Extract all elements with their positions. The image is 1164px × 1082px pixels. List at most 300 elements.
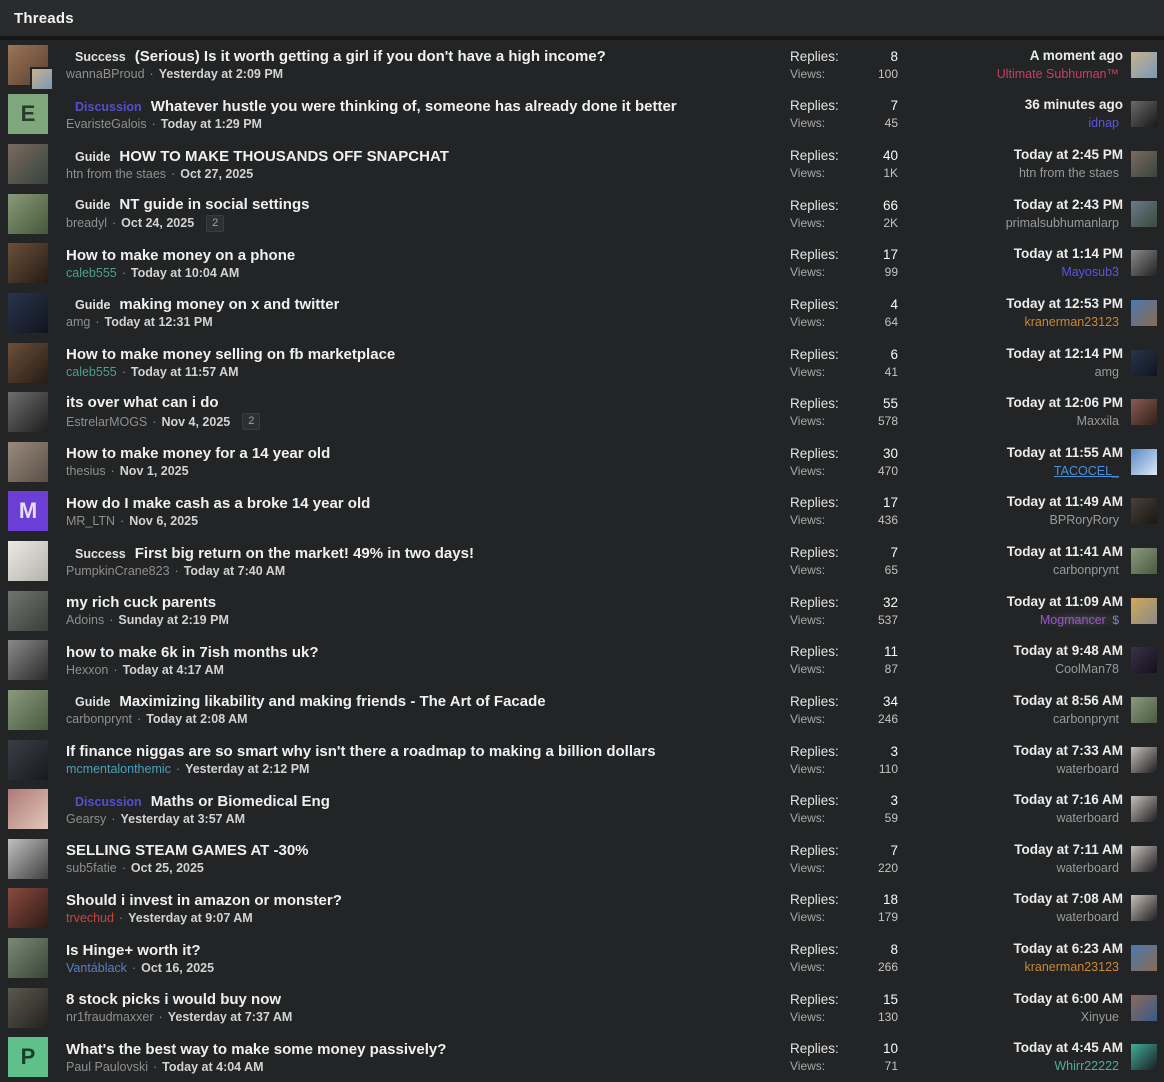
last-reply-time-link[interactable]: Today at 7:33 AM: [1013, 742, 1123, 758]
thread-author-link[interactable]: trvechud: [66, 910, 114, 925]
thread-title-link[interactable]: making money on x and twitter: [119, 296, 340, 314]
meta-separator-dot: ·: [112, 216, 117, 231]
last-reply-time-link[interactable]: Today at 2:43 PM: [1013, 196, 1123, 212]
meta-separator-dot: ·: [120, 513, 125, 528]
replies-stat: [790, 694, 898, 709]
thread-meta-line: [66, 365, 790, 379]
thread-title-line: [66, 98, 790, 115]
meta-separator-dot: ·: [174, 563, 179, 578]
thread-author-avatar[interactable]: [8, 938, 48, 978]
thread-row[interactable]: [0, 437, 1164, 487]
last-reply-avatar[interactable]: [1131, 548, 1157, 574]
thread-title-link[interactable]: how to make 6k in 7ish months uk?: [66, 643, 319, 661]
replies-value: 11: [883, 644, 898, 660]
last-reply-avatar[interactable]: [1131, 399, 1157, 425]
views-stat: [790, 1059, 898, 1073]
thread-author-avatar[interactable]: [8, 94, 48, 134]
thread-row[interactable]: [0, 90, 1164, 140]
thread-row[interactable]: [0, 338, 1164, 388]
thread-prefix-badge[interactable]: Guide: [75, 149, 111, 164]
thread-meta-line: [66, 117, 790, 131]
views-stat: [790, 67, 898, 81]
thread-row[interactable]: [0, 387, 1164, 437]
replies-stat: [790, 793, 898, 808]
last-reply-time-link[interactable]: A moment ago: [1029, 47, 1123, 63]
thread-prefix-badge[interactable]: Guide: [75, 695, 111, 710]
meta-separator-dot: ·: [131, 960, 137, 975]
views-value: 64: [884, 314, 898, 329]
last-reply-user-wrap: [1091, 364, 1123, 380]
thread-author-link[interactable]: htn from the staes: [66, 166, 167, 181]
last-reply-user-link[interactable]: Maxxila: [1076, 414, 1119, 429]
last-reply-time-link[interactable]: Today at 9:48 AM: [1013, 643, 1123, 659]
views-label: Views:: [790, 1059, 826, 1074]
views-stat: [790, 166, 898, 180]
thread-author-link[interactable]: Gearsy: [66, 811, 107, 826]
last-reply-user-wrap: [1077, 1009, 1123, 1025]
last-reply-user-link[interactable]: Mogmancer: [1039, 612, 1106, 627]
thread-author-link[interactable]: Adoins: [66, 613, 105, 628]
replies-stat: [790, 595, 898, 610]
thread-author-link[interactable]: sub5fatie: [66, 861, 117, 876]
last-reply-avatar[interactable]: [1131, 101, 1157, 127]
thread-author-link[interactable]: wannaBProud: [66, 67, 145, 82]
views-label: Views:: [790, 513, 826, 528]
last-reply-user-wrap: [1050, 1058, 1123, 1074]
last-reply-time-link[interactable]: 36 minutes ago: [1024, 97, 1123, 113]
thread-author-avatar[interactable]: [8, 343, 48, 383]
thread-title-link[interactable]: If finance niggas are so smart why isn't there a roadmap to making a billion dollars: [66, 743, 656, 761]
thread-author-avatar[interactable]: [8, 293, 48, 333]
thread-title-link[interactable]: SELLING STEAM GAMES AT -30%: [66, 842, 309, 860]
last-reply-time-link[interactable]: Today at 12:53 PM: [1006, 295, 1123, 311]
last-reply-time-link[interactable]: Today at 11:09 AM: [1006, 593, 1123, 609]
thread-prefix-badge[interactable]: Discussion: [75, 99, 142, 114]
thread-title-link[interactable]: Maths or Biomedical Eng: [150, 792, 330, 810]
last-reply-time-link[interactable]: Today at 8:56 AM: [1013, 692, 1123, 708]
views-label: Views:: [790, 811, 826, 826]
views-value: 537: [877, 612, 898, 627]
latest-activity: [898, 48, 1123, 82]
thread-main: [66, 495, 790, 528]
last-reply-user-link[interactable]: carbonprynt: [1052, 711, 1119, 726]
thread-date-link[interactable]: Today at 4:04 AM: [162, 1059, 264, 1074]
thread-stats: [790, 495, 898, 527]
meta-separator-dot: ·: [121, 861, 126, 876]
meta-separator-dot: ·: [152, 414, 157, 429]
thread-author-link[interactable]: PumpkinCrane823: [66, 563, 170, 578]
views-stat: [790, 315, 898, 329]
thread-title-line: [66, 842, 790, 859]
thread-stats: [790, 148, 898, 180]
thread-prefix-badge[interactable]: Guide: [75, 197, 111, 212]
thread-meta-line: [66, 413, 790, 430]
last-reply-avatar[interactable]: [1131, 201, 1157, 227]
meta-separator-dot: ·: [113, 662, 118, 677]
thread-title-link[interactable]: 8 stock picks i would buy now: [66, 991, 282, 1009]
thread-meta-line: [66, 514, 790, 528]
last-reply-time-link[interactable]: Today at 12:06 PM: [1006, 395, 1123, 411]
last-reply-user-wrap: [1015, 165, 1123, 181]
thread-author-avatar[interactable]: [8, 690, 48, 730]
thread-author-link[interactable]: Vantáblack: [66, 960, 127, 975]
thread-author-avatar[interactable]: [8, 541, 48, 581]
thread-row[interactable]: [0, 536, 1164, 586]
thread-row[interactable]: [0, 1033, 1164, 1082]
thread-list: [0, 40, 1164, 1082]
thread-title-link[interactable]: HOW TO MAKE THOUSANDS OFF SNAPCHAT: [119, 147, 449, 165]
last-reply-user-link[interactable]: carbonprynt: [1052, 563, 1119, 578]
thread-author-link[interactable]: mcmentalonthemic: [66, 762, 171, 777]
thread-date-link[interactable]: Yesterday at 3:57 AM: [120, 811, 246, 826]
thread-meta-line: [66, 911, 790, 925]
views-value: 220: [877, 860, 898, 875]
replies-label: Replies:: [790, 197, 839, 213]
meta-separator-dot: ·: [153, 1059, 158, 1074]
replies-value: 18: [882, 892, 898, 908]
last-reply-time-link[interactable]: Today at 7:11 AM: [1014, 841, 1123, 857]
thread-date-link[interactable]: Oct 16, 2025: [141, 960, 215, 975]
thread-main: [66, 296, 790, 329]
thread-stats: [790, 942, 898, 974]
replies-stat: [790, 1041, 898, 1056]
thread-row[interactable]: [0, 834, 1164, 884]
thread-date-link[interactable]: Nov 6, 2025: [129, 513, 199, 528]
last-reply-time-link[interactable]: Today at 12:14 PM: [1006, 345, 1123, 361]
meta-separator-dot: ·: [95, 315, 100, 330]
thread-date-link[interactable]: Today at 2:08 AM: [146, 712, 248, 727]
replies-value: 10: [882, 1041, 898, 1057]
views-stat: [790, 116, 898, 130]
thread-date-link[interactable]: Oct 24, 2025: [121, 216, 195, 231]
thread-author-link[interactable]: MR_LTN: [66, 513, 116, 528]
thread-title-line: [66, 1041, 790, 1058]
replies-label: Replies:: [790, 396, 839, 412]
replies-stat: [790, 98, 898, 113]
thread-row[interactable]: [0, 685, 1164, 735]
thread-date-link[interactable]: Today at 7:40 AM: [183, 563, 286, 578]
thread-author-avatar[interactable]: [8, 1037, 48, 1077]
thread-main: [66, 98, 790, 131]
thread-main: [66, 346, 790, 379]
views-label: Views:: [790, 761, 826, 776]
views-stat: [790, 1010, 898, 1024]
last-reply-avatar[interactable]: [1131, 498, 1157, 524]
thread-title-line: [66, 991, 790, 1008]
thread-author-avatar[interactable]: [8, 243, 48, 283]
latest-activity: [898, 197, 1123, 231]
views-stat: [790, 613, 898, 627]
last-reply-avatar[interactable]: [1131, 1044, 1157, 1070]
thread-author-avatar[interactable]: [8, 392, 48, 432]
views-value: 110: [878, 761, 898, 776]
thread-title-link[interactable]: Should i invest in amazon or monster?: [66, 891, 342, 909]
views-value: 59: [884, 811, 898, 826]
thread-date-link[interactable]: Nov 4, 2025: [161, 414, 231, 429]
views-stat: [790, 414, 898, 428]
views-value: 100: [877, 66, 898, 81]
thread-title-link[interactable]: How to make money on a phone: [66, 246, 296, 264]
thread-stats: [790, 793, 898, 825]
last-reply-user-link[interactable]: htn from the staes: [1018, 166, 1119, 181]
last-reply-avatar[interactable]: [1131, 350, 1157, 376]
thread-date-link[interactable]: Yesterday at 2:12 PM: [185, 762, 310, 777]
last-reply-time-link[interactable]: Today at 7:08 AM: [1013, 891, 1123, 907]
last-reply-time-link[interactable]: Today at 7:16 AM: [1013, 792, 1123, 808]
replies-value: 7: [890, 842, 898, 858]
thread-row[interactable]: [0, 288, 1164, 338]
last-reply-user-wrap: [1052, 761, 1123, 777]
replies-label: Replies:: [790, 495, 839, 511]
replies-label: Replies:: [790, 98, 839, 114]
replies-stat: [790, 495, 898, 510]
thread-title-link[interactable]: First big return on the market! 49% in two days!: [134, 544, 474, 562]
views-label: Views:: [790, 314, 826, 329]
thread-date-link[interactable]: Oct 27, 2025: [180, 166, 254, 181]
last-reply-time-link[interactable]: Today at 11:49 AM: [1006, 494, 1123, 510]
views-label: Views:: [790, 612, 826, 627]
last-reply-avatar[interactable]: [1131, 647, 1157, 673]
meta-separator-dot: ·: [110, 464, 115, 479]
thread-row[interactable]: [0, 933, 1164, 983]
thread-date-link[interactable]: Today at 4:17 AM: [122, 662, 224, 677]
replies-label: Replies:: [790, 445, 839, 461]
last-reply-time-link[interactable]: Today at 6:00 AM: [1013, 990, 1123, 1006]
last-reply-user-link[interactable]: TACOCEL_: [1053, 463, 1119, 478]
last-reply-avatar[interactable]: [1131, 796, 1157, 822]
thread-author-link[interactable]: caleb555: [66, 365, 117, 380]
thread-stats: [790, 694, 898, 726]
replies-label: Replies:: [790, 793, 839, 809]
replies-label: Replies:: [790, 743, 839, 759]
thread-title-link[interactable]: my rich cuck parents: [66, 594, 217, 612]
thread-title-link[interactable]: its over what can i do: [66, 394, 219, 412]
thread-date-link[interactable]: Sunday at 2:19 PM: [118, 613, 229, 628]
latest-activity: [898, 395, 1123, 429]
thread-date-link[interactable]: Today at 1:29 PM: [160, 116, 262, 131]
thread-title-link[interactable]: How do I make cash as a broke 14 year old: [66, 494, 371, 512]
thread-title-link[interactable]: How to make money for a 14 year old: [66, 445, 331, 463]
thread-title-line: [66, 296, 790, 313]
replies-value: 30: [882, 445, 898, 461]
thread-stats: [790, 396, 898, 428]
last-reply-time-link[interactable]: Today at 11:55 AM: [1006, 444, 1123, 460]
last-reply-user-wrap: [1020, 314, 1123, 330]
thread-title-line: [66, 743, 790, 760]
last-reply-avatar[interactable]: [1131, 995, 1157, 1021]
thread-author-avatar[interactable]: [8, 591, 48, 631]
replies-value: 3: [890, 793, 898, 809]
thread-title-link[interactable]: Is Hinge+ worth it?: [66, 941, 201, 959]
thread-row[interactable]: [0, 139, 1164, 189]
last-reply-avatar[interactable]: [1131, 449, 1157, 475]
thread-row[interactable]: [0, 40, 1164, 90]
thread-row[interactable]: [0, 586, 1164, 636]
thread-prefix-badge[interactable]: Success: [75, 546, 126, 561]
thread-title-line: [66, 196, 790, 213]
views-stat: [790, 513, 898, 527]
thread-author-link[interactable]: EvaristeGalois: [66, 116, 147, 131]
thread-author-link[interactable]: caleb555: [66, 265, 117, 280]
views-value: 246: [877, 711, 898, 726]
replies-value: 8: [890, 942, 898, 958]
last-reply-user-wrap: [1052, 860, 1123, 876]
last-reply-time-link[interactable]: Today at 6:23 AM: [1013, 941, 1123, 957]
last-reply-user-link[interactable]: idnap: [1088, 116, 1119, 131]
last-reply-avatar[interactable]: [1131, 300, 1157, 326]
replies-value: 17: [882, 247, 898, 263]
thread-author-avatar[interactable]: [8, 839, 48, 879]
thread-row[interactable]: [0, 884, 1164, 934]
thread-title-link[interactable]: NT guide in social settings: [119, 195, 310, 213]
last-reply-user-wrap: [1020, 959, 1123, 975]
last-reply-time-link[interactable]: Today at 11:41 AM: [1006, 544, 1123, 560]
thread-author-link[interactable]: carbonprynt: [66, 712, 133, 727]
thread-author-link[interactable]: nr1fraudmaxxer: [66, 1010, 154, 1025]
last-reply-avatar[interactable]: [1131, 151, 1157, 177]
last-reply-user-link[interactable]: CoolMan78: [1055, 662, 1119, 677]
last-reply-time-link[interactable]: Today at 4:45 AM: [1013, 1040, 1123, 1056]
last-reply-user-link[interactable]: primalsubhumanlarp: [1005, 215, 1119, 230]
last-reply-user-wrap: [1073, 413, 1123, 429]
thread-meta-line: [66, 266, 790, 280]
thread-date-link[interactable]: Yesterday at 7:37 AM: [167, 1010, 293, 1025]
last-reply-user-link[interactable]: Whirr22222: [1054, 1059, 1119, 1074]
thread-author-avatar[interactable]: [8, 144, 48, 184]
thread-title-link[interactable]: What's the best way to make some money passively?: [66, 1040, 447, 1058]
thread-author-link[interactable]: EstrelarMOGS: [66, 414, 148, 429]
latest-activity: [898, 643, 1123, 677]
replies-value: 40: [882, 148, 898, 164]
views-stat: [790, 216, 898, 230]
thread-row[interactable]: [0, 983, 1164, 1033]
latest-activity: [898, 941, 1123, 975]
thread-date-link[interactable]: Yesterday at 9:07 AM: [128, 910, 253, 925]
views-value: 436: [877, 513, 898, 528]
thread-stats: [790, 297, 898, 329]
replies-label: Replies:: [790, 942, 839, 958]
views-label: Views:: [790, 414, 826, 429]
last-reply-avatar[interactable]: [1131, 895, 1157, 921]
thread-main: [66, 991, 790, 1024]
thread-meta-line: [66, 215, 790, 232]
last-reply-user-link[interactable]: Xinyue: [1080, 1009, 1119, 1024]
latest-activity: [898, 1040, 1123, 1074]
thread-meta-line: [66, 564, 790, 578]
replies-value: 8: [890, 48, 898, 64]
last-reply-user-link[interactable]: kranerman23123: [1024, 960, 1119, 975]
page-2-badge[interactable]: 2: [242, 413, 260, 430]
thread-date-link[interactable]: Today at 11:57 AM: [130, 365, 239, 380]
views-value: 71: [884, 1059, 898, 1074]
latest-activity: [898, 594, 1123, 628]
thread-author-link[interactable]: thesius: [66, 464, 106, 479]
thread-stats: [790, 992, 898, 1024]
thread-title-line: [66, 693, 790, 710]
views-value: 179: [877, 910, 898, 925]
last-reply-user-link[interactable]: amg: [1094, 364, 1119, 379]
replies-stat: [790, 148, 898, 163]
last-reply-avatar[interactable]: [1131, 697, 1157, 723]
last-reply-avatar[interactable]: [1131, 52, 1157, 78]
last-reply-user-link[interactable]: Mayosub3: [1061, 265, 1119, 280]
last-reply-user-link[interactable]: waterboard: [1056, 860, 1119, 875]
replies-label: Replies:: [790, 693, 839, 709]
thread-author-link[interactable]: Hexxon: [66, 662, 109, 677]
views-label: Views:: [790, 166, 826, 181]
thread-row[interactable]: [0, 189, 1164, 239]
thread-author-avatar[interactable]: [8, 988, 48, 1028]
views-stat: [790, 563, 898, 577]
last-reply-time-link[interactable]: Today at 2:45 PM: [1013, 147, 1123, 163]
thread-author-link[interactable]: breadyl: [66, 216, 107, 231]
thread-main: [66, 594, 790, 627]
thread-author-avatar[interactable]: [8, 194, 48, 234]
thread-prefix-badge[interactable]: Success: [75, 50, 126, 65]
thread-row[interactable]: [0, 784, 1164, 834]
last-reply-avatar[interactable]: [1131, 747, 1157, 773]
thread-main: [66, 394, 790, 430]
thread-date-link[interactable]: Oct 25, 2025: [130, 861, 204, 876]
replies-stat: [790, 347, 898, 362]
thread-prefix-badge[interactable]: Guide: [75, 298, 111, 313]
thread-author-avatar[interactable]: [8, 491, 48, 531]
thread-title-link[interactable]: Whatever hustle you were thinking of, someone has already done it better: [150, 97, 677, 115]
last-reply-user-link[interactable]: waterboard: [1056, 761, 1119, 776]
thread-author-avatar[interactable]: [8, 45, 48, 85]
thread-date-link[interactable]: Yesterday at 2:09 PM: [158, 67, 284, 82]
last-reply-avatar[interactable]: [1131, 250, 1157, 276]
thread-author-link[interactable]: amg: [66, 315, 91, 330]
thread-author-link[interactable]: Paul Paulovski: [66, 1059, 148, 1074]
thread-author-avatar[interactable]: [8, 740, 48, 780]
thread-row[interactable]: [0, 487, 1164, 537]
thread-title-link[interactable]: How to make money selling on fb marketplace: [66, 346, 396, 364]
views-stat: [790, 712, 898, 726]
thread-title-link[interactable]: (Serious) Is it worth getting a girl if you don't have a high income?: [134, 48, 606, 66]
thread-date-link[interactable]: Nov 1, 2025: [119, 464, 189, 479]
thread-date-link[interactable]: Today at 10:04 AM: [130, 265, 240, 280]
views-stat: [790, 365, 898, 379]
latest-activity: [898, 346, 1123, 380]
last-reply-user-link[interactable]: kranerman23123: [1024, 314, 1119, 329]
thread-author-avatar[interactable]: [8, 789, 48, 829]
last-reply-time-link[interactable]: Today at 1:14 PM: [1013, 246, 1123, 262]
last-reply-avatar[interactable]: [1131, 945, 1157, 971]
replies-stat: [790, 446, 898, 461]
thread-row[interactable]: [0, 239, 1164, 289]
replies-value: 4: [890, 296, 898, 312]
page-2-badge[interactable]: 2: [206, 215, 224, 232]
thread-row[interactable]: [0, 636, 1164, 686]
thread-row[interactable]: [0, 735, 1164, 785]
last-reply-user-link[interactable]: waterboard: [1056, 811, 1119, 826]
last-reply-avatar[interactable]: [1131, 846, 1157, 872]
thread-author-avatar[interactable]: [8, 442, 48, 482]
last-reply-avatar[interactable]: [1131, 598, 1157, 624]
last-reply-user-link[interactable]: Ultimate Subhuman™: [996, 66, 1119, 81]
thread-author-avatar[interactable]: [8, 888, 48, 928]
thread-date-link[interactable]: Today at 12:31 PM: [104, 315, 213, 330]
replies-value: 6: [890, 346, 898, 362]
thread-prefix-badge[interactable]: Discussion: [75, 794, 142, 809]
last-reply-user-link[interactable]: BPRoryRory: [1049, 513, 1119, 528]
thread-author-avatar[interactable]: [8, 640, 48, 680]
page-title: Threads: [14, 9, 74, 27]
thread-title-link[interactable]: Maximizing likability and making friends - The Art of Facade: [119, 693, 546, 711]
views-stat: [790, 762, 898, 776]
last-reply-user-link[interactable]: waterboard: [1056, 910, 1119, 925]
